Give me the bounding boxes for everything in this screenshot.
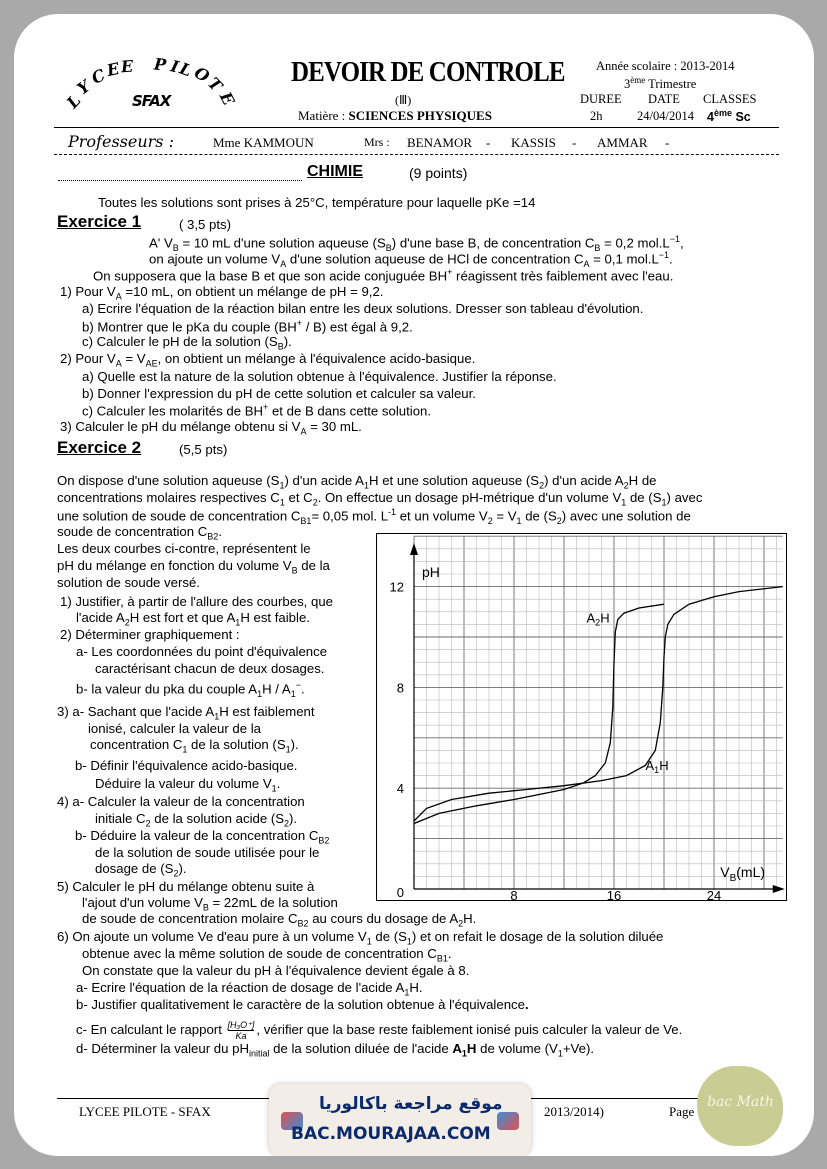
ex2-q1b: l'acide $A_2H$ est fort et que $A_1H$ est faible.	[76, 610, 310, 628]
separator: -	[572, 135, 577, 150]
school-city: SFAX	[132, 92, 171, 110]
section-intro: Toutes les solutions sont prises à 25°C, température pour laquelle pKe =14	[98, 195, 536, 210]
logo-letter: O	[191, 62, 213, 87]
x-axis-label: $V_B(mL)$	[720, 864, 766, 884]
logo-letter: L	[177, 58, 195, 81]
ex2-c3: solution de soude versé.	[57, 575, 200, 590]
logo-letter: E	[105, 58, 122, 81]
ex2-q1a: 1) Justifier, à partir de l'allure des courbes, que	[60, 594, 334, 609]
ex2-q4a1: 4) a- Calculer la valeur de la concentration	[57, 794, 305, 809]
section-rule	[58, 180, 302, 181]
header-dashed-line	[54, 154, 779, 155]
ex1-q1: 1) Pour $V_A =10$ mL, on obtient un mélange de pH = 9,2.	[60, 284, 384, 302]
watermark-arabic: موقع مراجعة باكالوريا	[319, 1094, 503, 1114]
professors-m: Mrs :	[364, 135, 390, 149]
separator: -	[665, 135, 670, 150]
subject-line	[298, 108, 492, 124]
class-sup: ème	[713, 108, 732, 118]
date-value: 24/04/2014	[637, 109, 694, 123]
ex2-points: (5,5 pts)	[179, 442, 228, 457]
trimester-word: Trimestre	[648, 77, 697, 92]
professor-1: Mme KAMMOUN	[213, 135, 314, 150]
ex1-q2: 2) Pour $V_A = V_{AE}$, on obtient un mélange à l'équivalence acido-basique.	[60, 351, 476, 369]
footer-page: Page	[669, 1104, 695, 1119]
ex2-q2: 2) Déterminer graphiquement :	[60, 627, 240, 642]
ratio-numerator: [H₃O⁺]	[227, 1020, 255, 1030]
ex2-q6e: b- Justifier qualitativement le caractère de la solution obtenue à l'équivalence.	[76, 997, 529, 1012]
ex1-line3: On supposera que la base B et que son acide conjuguée BH+ réagissent très faiblement avec l'eau.	[93, 267, 674, 284]
ex1-points: ( 3,5 pts)	[179, 217, 232, 232]
watermark-url[interactable]: BAC.MOURAJAA.COM	[291, 1124, 491, 1144]
ex2-q5c: de soude de concentration molaire $C_{B2}$ au cours du dosage de $A_2H$.	[82, 911, 477, 929]
ex1-q1a: a) Ecrire l'équation de la réaction bilan entre les deux solutions. Dresser son tableau d'évolution.	[82, 301, 644, 316]
class-section: Sc	[735, 110, 751, 125]
subject-value: SCIENCES PHYSIQUES	[348, 108, 492, 123]
ratio-denominator: Ka	[235, 1031, 247, 1041]
ex2-q3b1: b- Définir l'équivalence acido-basique.	[75, 758, 298, 773]
logo-letter: E	[215, 88, 239, 109]
ex2-q3a1: 3) a- Sachant que l'acide $A_1H$ est faiblement	[57, 704, 315, 722]
ex2-q4b3: dosage de $(S_2)$.	[95, 861, 187, 879]
y-tick-label: 4	[396, 781, 404, 797]
professor-2: BENAMOR	[407, 135, 473, 150]
chart-frame	[377, 534, 787, 901]
ex1-line1: A' $V_B = 10$ mL d'une solution aqueuse $(S_B)$ d'une base B, de concentration $C_B = 0,2$ $mol.L^{-1}$,	[149, 234, 684, 254]
curve-label: $A_2H$	[586, 610, 610, 628]
ex2-q6a: 6) On ajoute un volume Ve d'eau pure à un volume $V_1$ de $(S_1)$ et on refait le dosage de la solution diluée	[57, 929, 664, 947]
y-tick-label: 12	[389, 579, 404, 595]
ex1-line2: on ajoute un volume $V_A$ d'une solution aqueuse de HCl de concentration $C_A = 0,1$ $mol.L^{-1}$.	[149, 250, 673, 270]
col-duration: DUREE	[580, 92, 622, 106]
ex2-q6b: obtenue avec la même solution de soude de concentration $C_{B1}$.	[82, 946, 452, 964]
col-classes: CLASSES	[703, 92, 757, 106]
ratio-fraction	[228, 1020, 255, 1041]
ex2-p2: concentrations molaires respectives $C_1$ et $C_2$. On effectue un dosage pH-métrique d'un volume $V_1$ de $(S_1)$ avec	[57, 490, 703, 508]
origin-label: 0	[396, 885, 404, 900]
ex2-q6c: On constate que la valeur du pH à l'équivalence devient égale à 8.	[82, 963, 470, 978]
ex2-q2a2: caractérisant chacun de deux dosages.	[95, 661, 325, 676]
ex2-q6g: d- Déterminer la valeur du $pH_{initial}$ de la solution diluée de l'acide $A_1H$ de volume $(V_1+Ve)$.	[76, 1041, 595, 1059]
footer-school: LYCEE PILOTE - SFAX	[79, 1104, 211, 1119]
ex2-c1: Les deux courbes ci-contre, représentent le	[57, 541, 311, 556]
ex2-q3a2: ionisé, calculer la valeur de la	[88, 721, 261, 736]
ex1-q3: 3) Calculer le pH du mélange obtenu si $V_A = 30$ mL.	[60, 419, 362, 437]
school-year: Année scolaire : 2013-2014	[596, 59, 735, 73]
ex2-title: Exercice 2	[57, 438, 142, 457]
logo-letter: I	[168, 56, 181, 77]
ex2-q6d: a- Ecrire l'équation de la réaction de dosage de l'acide $A_1H$.	[76, 980, 423, 998]
x-tick-label: 16	[606, 888, 622, 901]
logo-letter: C	[88, 65, 109, 88]
duration-value: 2h	[590, 109, 603, 123]
ex2-q4a2: initiale $C_2$ de la solution acide $(S_2)$.	[95, 811, 298, 829]
ex2-q4b2: de la solution de soude utilisée pour le	[95, 845, 320, 860]
x-tick-label: 24	[706, 888, 722, 901]
logo-letter: L	[62, 90, 85, 113]
ex1-title: Exercice 1	[57, 212, 142, 231]
section-title: CHIMIE	[307, 163, 363, 180]
footer-year: 2013/2014)	[544, 1104, 604, 1119]
document-number: (Ⅲ)	[395, 93, 412, 107]
ex2-q3a3: concentration $C_1$ de la solution $(S_1)$.	[90, 737, 299, 755]
ex1-q1c: c) Calculer le pH de la solution $(S_B)$.	[82, 334, 292, 352]
trimester-num: 3	[624, 77, 631, 92]
ex2-p4: soude de concentration $C_{B2}$.	[57, 524, 222, 542]
class-num: 4	[707, 110, 714, 125]
subject-label: Matière :	[298, 108, 346, 123]
y-axis-label: pH	[422, 564, 440, 580]
ex2-c2: pH du mélange en fonction du volume $V_B$ de la	[57, 558, 330, 576]
site-logo-icon	[497, 1112, 519, 1130]
curve-label: $A_1H$	[645, 758, 669, 776]
logo-letter: P	[153, 54, 167, 75]
trimester	[624, 75, 696, 92]
ex1-q2a: a) Quelle est la nature de la solution obtenue à l'équivalence. Justifier la réponse.	[82, 369, 557, 384]
ex2-q6f: c- En calculant le rapport $\frac{\text{[H₃O⁺]}}{Ka}$ , vérifier que la base reste faiblement ionisé puis calculer la valeur de Ve.	[76, 1020, 683, 1041]
ex1-q2c: c) Calculer les molarités de BH+ et de B dans cette solution.	[82, 402, 432, 419]
ex2-q3b2: Déduire la valeur du volume $V_1$.	[95, 776, 281, 794]
titration-chart	[376, 533, 787, 901]
ex2-q5b: l'ajout d'un volume $V_B = 22mL$ de la solution	[82, 895, 338, 913]
separator: -	[486, 135, 491, 150]
section-points: (9 points)	[409, 165, 468, 181]
exam-sheet	[14, 14, 814, 1156]
bac-math-badge	[697, 1066, 783, 1146]
x-tick-label: 8	[510, 888, 518, 901]
logo-letter: Y	[73, 76, 94, 99]
badge-text: bac Math	[707, 1094, 774, 1110]
ex2-p1: On dispose d'une solution aqueuse $(S_1)$ d'un acide $A_1H$ et une solution aqueuse $(S_2)$ d'un acide $A_2H$ de	[57, 473, 657, 491]
ex1-q2b: b) Donner l'expression du pH de cette solution et calculer sa valeur.	[82, 386, 476, 401]
y-tick-label: 8	[396, 680, 404, 696]
professors-label: Professeurs :	[68, 132, 174, 151]
ex2-q2b: b- la valeur du pka du couple $A_1H / A_1^-$.	[76, 680, 305, 700]
header-divider	[54, 127, 779, 128]
class-value	[707, 108, 751, 124]
ex2-p3: une solution de soude de concentration $C_{B1}= 0,05$ mol. $L^{-1}$ et un volume $V_2 = V_1$ de $(S_2)$ avec une solution de	[57, 507, 691, 527]
logo-letter: T	[203, 73, 226, 96]
watermark-banner[interactable]	[269, 1084, 531, 1156]
document-title: DEVOIR DE CONTROLE	[291, 56, 565, 88]
ex2-q5a: 5) Calculer le pH du mélange obtenu suite à	[57, 879, 315, 894]
col-date: DATE	[648, 92, 680, 106]
trimester-sup: ème	[630, 75, 646, 85]
professor-3: KASSIS	[511, 135, 556, 150]
ex2-q2a1: a- Les coordonnées du point d'équivalence	[76, 644, 328, 659]
logo-letter: E	[120, 56, 134, 77]
professor-4: AMMAR	[597, 135, 648, 150]
ex2-q4b1: b- Déduire la valeur de la concentration $C_{B2}$	[75, 828, 330, 846]
ex1-q1b: b) Montrer que le pKa du couple (BH+ / B) est égal à 9,2.	[82, 318, 413, 335]
